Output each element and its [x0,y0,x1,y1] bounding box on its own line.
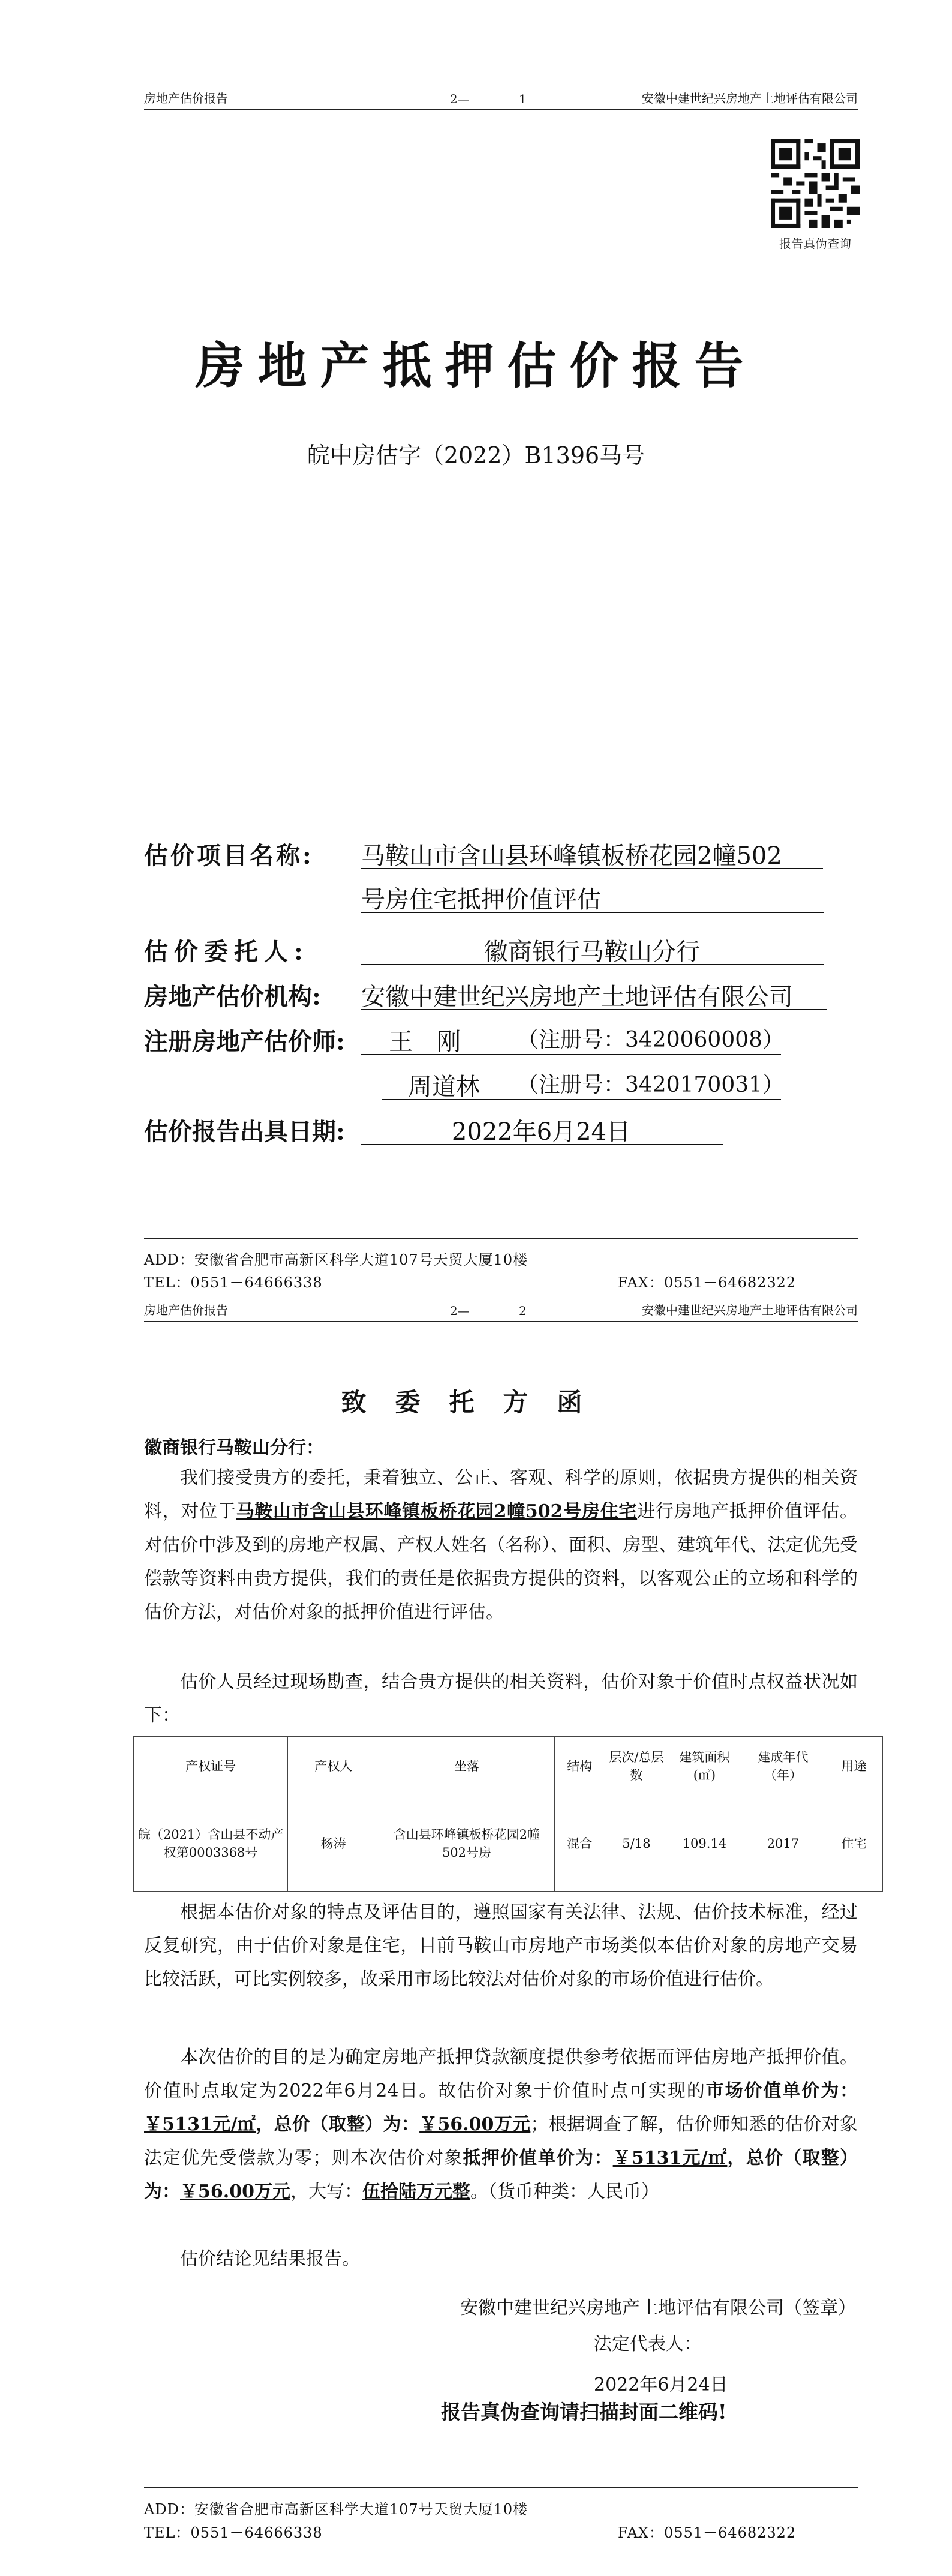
property-address: 马鞍山市含山县环峰镇板桥花园2幢502号房住宅 [236,1501,638,1522]
footer-fax: FAX：0551－64682322 [618,1274,797,1291]
footer-divider [144,2487,858,2488]
appraiser-1-registration: （注册号：3420060008） [517,1028,785,1052]
appraiser-2-name: 周道林 [408,1073,480,1101]
table-cell: 含山县环峰镇板桥花园2幢502号房 [379,1796,554,1892]
table-header-cell: 层次/总层数 [605,1737,668,1796]
page-header [144,90,858,110]
report-date-value: 2022年6月24日 [451,1118,631,1146]
footer-divider [144,1238,858,1239]
table-header-cell: 建筑面积(㎡) [668,1737,741,1796]
project-name-value-line2: 号房住宅抵押价值评估 [361,886,601,914]
header-page-number: 2 [519,1304,527,1318]
underline [361,912,824,913]
table-cell: 混合 [554,1796,605,1892]
table-header-cell: 结构 [554,1737,605,1796]
mortgage-unit-price: ￥5131元/㎡ [612,2148,728,2169]
letter-page [0,1302,952,2576]
footer-address: ADD：安徽省合肥市高新区科学大道107号天贸大厦10楼 [144,1251,528,1268]
mortgage-unit-price-label: 抵押价值单价为： [463,2148,613,2169]
letter-salutation: 徽商银行马鞍山分行： [144,1437,324,1458]
market-total-price: ￥56.00万元 [419,2114,531,2135]
signature-company: 安徽中建世纪兴房地产土地评估有限公司（签章） [460,2298,856,2319]
header-right-text: 安徽中建世纪兴房地产土地评估有限公司 [642,1303,858,1317]
qr-code-icon[interactable] [771,139,860,228]
table-header-cell: 产权证号 [134,1737,288,1796]
paragraph-2: 估价人员经过现场勘查，结合贵方提供的相关资料，估价对象于价值时点权益状况如下： [144,1671,858,1726]
header-page-prefix: 2— [450,92,470,106]
footer-address: ADD：安徽省合肥市高新区科学大道107号天贸大厦10楼 [144,2501,528,2518]
market-unit-price: ￥5131元/㎡ [144,2114,256,2135]
paragraph-5: 估价结论见结果报告。 [180,2248,360,2269]
header-page-prefix: 2— [450,1304,470,1318]
paragraph-1-text-a: 我们接受贵方的委托，秉着独立、公正、客观、科学的原则，依据贵方提供的相关资料，对位于 [144,1467,858,1522]
table-row [134,1796,883,1892]
table-header-cell: 用途 [825,1737,883,1796]
paragraph-1-text-b: 进行房地产抵押价值评估。对估价中涉及到的房地产权属、产权人姓名（名称）、面积、房型、建筑年代、法定优先受偿款等资料由贵方提供，我们的责任是依据贵方提供的资料，以客观公正的立场和科学的估价方法，对估价对象的抵押价值进行评估。 [144,1501,858,1623]
header-left-text: 房地产估价报告 [144,91,228,106]
letter-title: 致委托方函 [341,1388,611,1417]
mortgage-total-price: ￥56.00万元 [180,2181,290,2202]
underline [382,1099,781,1100]
table-cell: 109.14 [668,1796,741,1892]
paragraph-4-text: 本次估价的目的是为确定房地产抵押贷款额度提供参考依据而评估房地产抵押价值。价值时点取定为2022年6月24日。故估价对象于价值时点可实现的 [144,2047,858,2101]
paragraph-1 [144,1461,858,1629]
table-header-cell: 产权人 [288,1737,379,1796]
market-total-label: ，总价（取整）为： [256,2114,420,2135]
header-page-number: 1 [519,92,527,106]
paragraph-4 [144,2041,858,2209]
paragraph-4-text: 。（货币种类：人民币） [470,2181,659,2202]
underline [361,868,823,869]
market-unit-price-label: 市场价值单价为： [705,2080,858,2101]
client-value: 徽商银行马鞍山分行 [484,938,700,966]
page-header [144,1302,858,1322]
paragraph-4-text: ；根据调查了解，估价师知悉的估价对象法定优先受偿款为零；则本次估价对象 [144,2114,858,2169]
footer-fax: FAX：0551－64682322 [618,2524,797,2541]
report-title: 房地产抵押估价报告 [195,337,757,395]
footer-tel: TEL：0551－64666338 [144,2524,323,2541]
appraiser-label: 注册房地产估价师: [144,1028,345,1056]
agency-value: 安徽中建世纪兴房地产土地评估有限公司 [361,983,793,1011]
property-info-table [133,1736,883,1892]
header-right-text: 安徽中建世纪兴房地产土地评估有限公司 [642,91,858,106]
table-cell: 2017 [741,1796,825,1892]
table-cell: 住宅 [825,1796,883,1892]
report-date-label: 估价报告出具日期: [144,1118,345,1146]
mortgage-total-label: 总价（取整）为： [144,2148,858,2202]
comma: ， [727,2148,746,2169]
table-header-row [134,1737,883,1796]
qr-caption: 报告真伪查询 [779,236,851,251]
agency-label: 房地产估价机构: [144,983,321,1011]
amount-in-words: 伍拾陆万元整 [362,2181,470,2202]
appraiser-2-registration: （注册号：3420170031） [517,1073,785,1097]
paragraph-4-text: ，大写： [290,2181,362,2202]
underline [361,964,824,965]
table-cell: 皖（2021）含山县不动产权第0003368号 [134,1796,288,1892]
header-left-text: 房地产估价报告 [144,1303,228,1317]
table-cell: 杨涛 [288,1796,379,1892]
table-cell: 5/18 [605,1796,668,1892]
client-label: 估价委托人: [144,938,309,966]
underline [361,1054,781,1055]
signature-representative: 法定代表人： [594,2334,702,2355]
project-name-value-line1: 马鞍山市含山县环峰镇板桥花园2幢502 [361,842,782,870]
underline [361,1144,723,1145]
paragraph-3: 根据本估价对象的特点及评估目的，遵照国家有关法律、法规、估价技术标准，经过反复研究，由于估价对象是住宅，目前马鞍山市房地产市场类似本估价对象的房地产交易比较活跃，可比实例较多，故采用市场比较法对估价对象的市场价值进行估价。 [144,1902,858,1990]
underline [361,1009,827,1010]
table-header-cell: 建成年代（年） [741,1737,825,1796]
project-name-label: 估价项目名称: [144,842,314,870]
table-header-cell: 坐落 [379,1737,554,1796]
document-number: 皖中房估字（2022）B1396马号 [307,442,645,469]
appraiser-1-name: 王 刚 [389,1028,461,1056]
verification-note: 报告真伪查询请扫描封面二维码! [441,2400,727,2424]
footer-tel: TEL：0551－64666338 [144,1274,323,1291]
signature-date: 2022年6月24日 [594,2374,728,2395]
